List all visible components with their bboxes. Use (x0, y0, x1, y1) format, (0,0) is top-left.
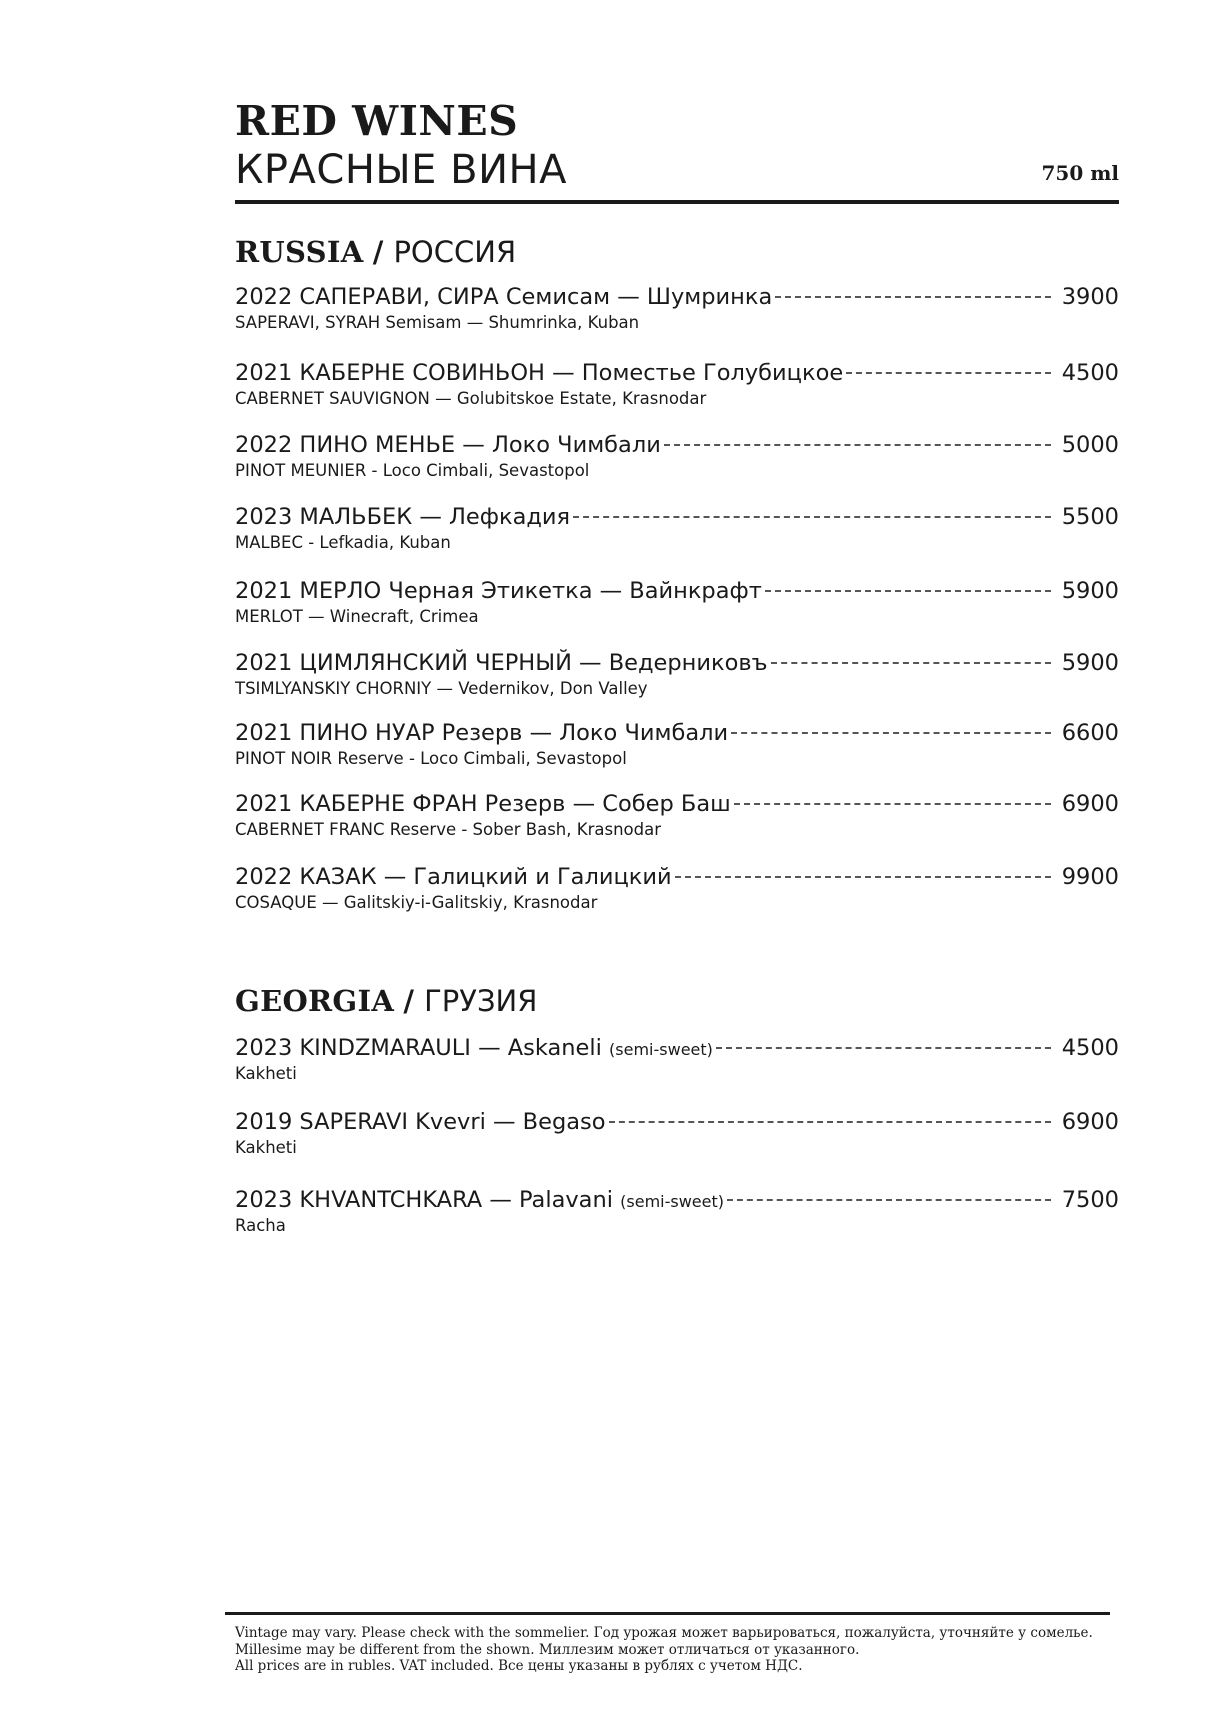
wine-name: 2021 ЦИМЛЯНСКИЙ ЧЕРНЫЙ — Ведерниковъ (235, 650, 768, 676)
dotted-leader (609, 1121, 1051, 1123)
footer-notes (235, 1625, 1115, 1675)
footer-divider (225, 1612, 1110, 1615)
wine-price: 6900 (1061, 791, 1119, 817)
page-title-row (235, 144, 1119, 196)
wine-name: 2022 САПЕРАВИ, СИРА Семисам — Шумринка (235, 284, 773, 310)
section-title-ru: ГРУЗИЯ (424, 984, 538, 1018)
wine-item (235, 430, 1119, 482)
wine-item (235, 1033, 1119, 1085)
wine-subtitle: MALBEC - Lefkadia, Kuban (235, 533, 451, 552)
wine-name: 2023 KHVANTCHKARA — Palavani (semi-sweet) (235, 1187, 725, 1213)
page-title-en: RED WINES (235, 97, 519, 145)
wine-name: 2021 КАБЕРНЕ СОВИНЬОН — Поместье Голубицкое (235, 360, 844, 386)
wine-note: (semi-sweet) (609, 1040, 713, 1059)
section-title-en: RUSSIA (235, 235, 364, 269)
wine-price: 3900 (1061, 284, 1119, 310)
wine-subtitle: PINOT NOIR Reserve - Loco Cimbali, Sevastopol (235, 749, 627, 768)
footer-line: All prices are in rubles. VAT included. Все цены указаны в рублях с учетом НДС. (235, 1658, 803, 1674)
dotted-leader (727, 1199, 1051, 1201)
wine-price: 9900 (1061, 864, 1119, 890)
wine-item (235, 502, 1119, 554)
wine-note: (semi-sweet) (620, 1192, 725, 1211)
wine-name: 2021 КАБЕРНЕ ФРАН Резерв — Собер Баш (235, 791, 731, 817)
wine-price: 7500 (1061, 1187, 1119, 1213)
wine-subtitle: CABERNET FRANC Reserve - Sober Bash, Krasnodar (235, 820, 661, 839)
wine-name: 2023 KINDZMARAULI — Askaneli (semi-sweet) (235, 1035, 713, 1061)
dotted-leader (775, 296, 1051, 298)
page-title-ru: КРАСНЫЕ ВИНА (235, 147, 567, 193)
dotted-leader (734, 803, 1051, 805)
wine-item (235, 789, 1119, 841)
wine-price: 4500 (1061, 360, 1119, 386)
wine-subtitle: Kakheti (235, 1138, 297, 1157)
wine-name: 2019 SAPERAVI Kvevri — Begaso (235, 1109, 606, 1135)
footer-line: Millesime may be different from the shown. Миллезим может отличаться от указанного. (235, 1641, 860, 1658)
wine-name: 2022 КАЗАК — Галицкий и Галицкий (235, 864, 672, 890)
wine-subtitle: Kakheti (235, 1064, 297, 1083)
section-georgia (235, 983, 1119, 1235)
header-divider (235, 200, 1119, 204)
section-title: GEORGIA / ГРУЗИЯ (235, 984, 538, 1018)
dotted-leader (765, 590, 1051, 592)
wine-subtitle: Racha (235, 1216, 286, 1235)
wine-subtitle: SAPERAVI, SYRAH Semisam — Shumrinka, Kuban (235, 313, 640, 332)
dotted-leader (771, 662, 1051, 664)
wine-subtitle: MERLOT — Winecraft, Crimea (235, 607, 479, 626)
section-title: RUSSIA / РОССИЯ (235, 235, 517, 269)
dotted-leader (731, 732, 1051, 734)
page-header (235, 98, 1119, 196)
wine-price: 5900 (1061, 650, 1119, 676)
section-russia (235, 234, 1119, 912)
footer-line: Vintage may vary. Please check with the sommelier. Год урожая может варьироваться, пожалуйста, уточняйте у сомелье. (235, 1625, 1093, 1641)
dotted-leader (573, 516, 1051, 518)
wine-subtitle: COSAQUE — Galitskiy-i-Galitskiy, Krasnodar (235, 893, 598, 912)
section-title-ru: РОССИЯ (393, 235, 517, 269)
wine-item (235, 862, 1119, 914)
wine-item (235, 282, 1119, 334)
dotted-leader (675, 876, 1051, 878)
wine-name: 2021 ПИНО НУАР Резерв — Локо Чимбали (235, 720, 729, 746)
wine-price: 5900 (1061, 578, 1119, 604)
wine-subtitle: TSIMLYANSKIY CHORNIY — Vedernikov, Don Valley (235, 679, 648, 698)
wine-item (235, 1185, 1119, 1237)
wine-name: 2022 ПИНО МЕНЬЕ — Локо Чимбали (235, 432, 661, 458)
dotted-leader (716, 1047, 1051, 1049)
dotted-leader (846, 372, 1051, 374)
wine-name: 2023 МАЛЬБЕК — Лефкадия (235, 504, 571, 530)
wine-subtitle: CABERNET SAUVIGNON — Golubitskoe Estate, Krasnodar (235, 389, 707, 408)
wine-item (235, 718, 1119, 770)
wine-name: 2021 МЕРЛО Черная Этикетка — Вайнкрафт (235, 578, 762, 604)
wine-price: 6600 (1061, 720, 1119, 746)
dotted-leader (664, 444, 1051, 446)
wine-item (235, 648, 1119, 700)
wine-price: 5500 (1061, 504, 1119, 530)
wine-item (235, 576, 1119, 628)
wine-price: 6900 (1061, 1109, 1119, 1135)
wine-item (235, 1107, 1119, 1159)
section-title-en: GEORGIA (235, 984, 395, 1018)
wine-price: 5000 (1061, 432, 1119, 458)
wine-item (235, 358, 1119, 410)
bottle-volume: 750 ml (1041, 161, 1119, 185)
wine-subtitle: PINOT MEUNIER - Loco Cimbali, Sevastopol (235, 461, 590, 480)
wine-price: 4500 (1061, 1035, 1119, 1061)
